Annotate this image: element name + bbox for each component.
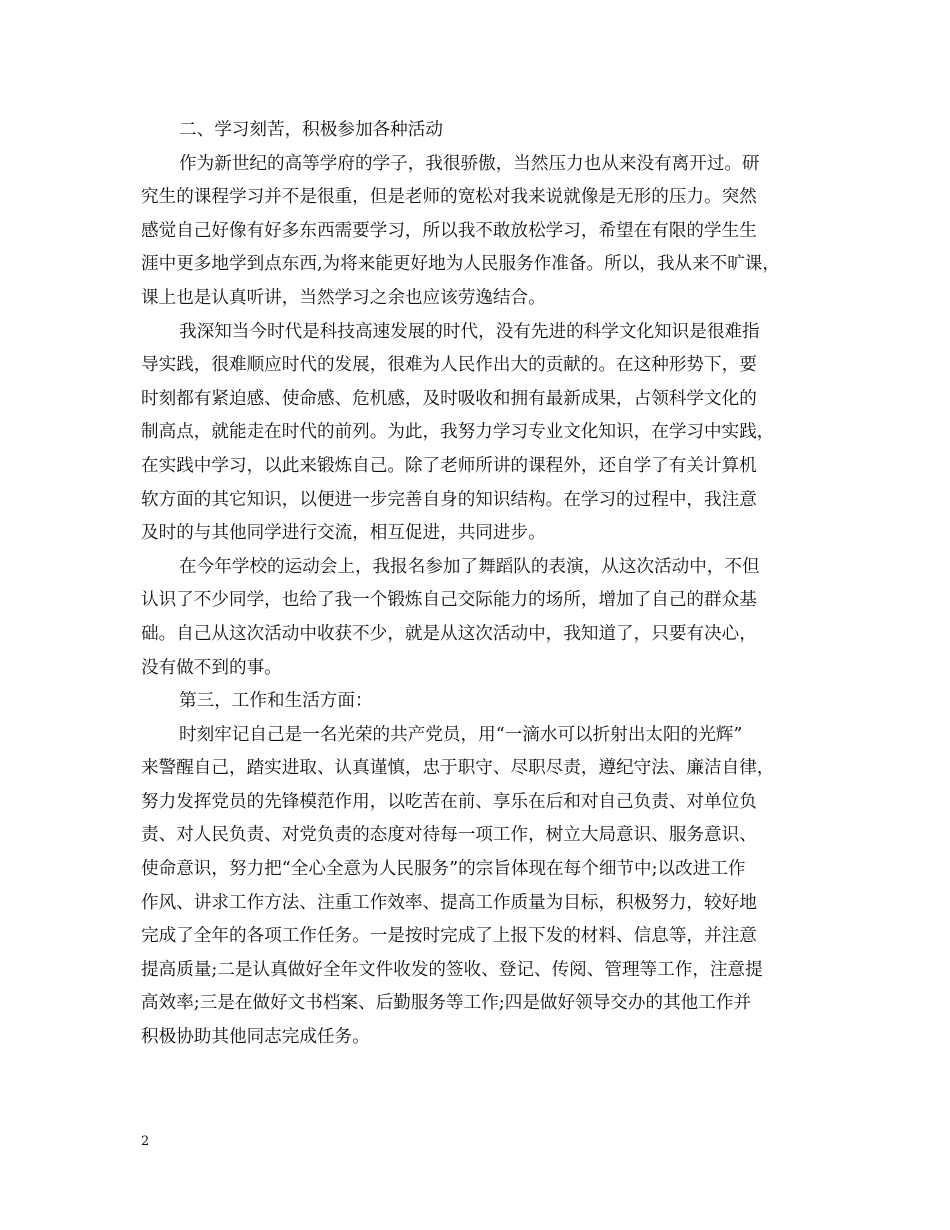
paragraph-line: 认识了不少同学，也给了我一个锻炼自己交际能力的场所，增加了自己的群众基 (141, 590, 757, 611)
paragraph-line: 究生的课程学习并不是很重，但是老师的宽松对我来说就像是无形的压力。突然 (141, 187, 757, 208)
paragraph-line: 责、对人民负责、对党负责的态度对待每一项工作，树立大局意识、服务意识、 (141, 825, 757, 846)
page-number: 2 (141, 1134, 150, 1149)
paragraph-line: 软方面的其它知识，以便进一步完善自身的知识结构。在学习的过程中，我注意 (141, 489, 757, 510)
paragraph-line: 时刻牢记自己是一名光荣的共产党员，用“一滴水可以折射出太阳的光辉” (179, 724, 743, 745)
paragraph-line: 在实践中学习，以此来锻炼自己。除了老师所讲的课程外，还自学了有关计算机 (141, 455, 757, 476)
paragraph-line: 使命意识，努力把“全心全意为人民服务”的宗旨体现在每个细节中;以改进工作 (141, 859, 746, 880)
paragraph-line: 积极协助其他同志完成任务。 (141, 1027, 370, 1048)
paragraph-line: 提高质量;二是认真做好全年文件收发的签收、登记、传阅、管理等工作，注意提 (141, 959, 763, 980)
paragraph (141, 316, 823, 551)
document-body (141, 114, 823, 1055)
section-heading: 第三，工作和生活方面： (179, 691, 373, 712)
paragraph (141, 148, 823, 316)
paragraph-line: 感觉自己好像有好多东西需要学习，所以我不敢放松学习，希望在有限的学生生 (141, 220, 757, 241)
paragraph-line: 高效率;三是在做好文书档案、后勤服务等工作;四是做好领导交办的其他工作并 (141, 993, 752, 1014)
paragraph-line: 制高点，就能走在时代的前列。为此，我努力学习专业文化知识，在学习中实践， (141, 422, 775, 443)
paragraph-line: 时刻都有紧迫感、使命感、危机感，及时吸收和拥有最新成果，占领科学文化的 (141, 388, 757, 409)
paragraph-line: 作风、讲求工作方法、注重工作效率、提高工作质量为目标，积极努力，较好地 (141, 892, 757, 913)
paragraph (141, 551, 823, 685)
paragraph-line: 在今年学校的运动会上，我报名参加了舞蹈队的表演，从这次活动中，不但 (179, 556, 760, 577)
paragraph-line: 我深知当今时代是科技高速发展的时代，没有先进的科学文化知识是很难指 (179, 321, 760, 342)
paragraph-line: 来警醒自己，踏实进取、认真谨慎，忠于职守、尽职尽责，遵纪守法、廉洁自律， (141, 758, 775, 779)
paragraph-line: 作为新世纪的高等学府的学子，我很骄傲，当然压力也从来没有离开过。研 (179, 153, 760, 174)
paragraph-line: 导实践，很难顺应时代的发展，很难为人民作出大的贡献的。在这种形势下，要 (141, 355, 757, 376)
paragraph-line: 涯中更多地学到点东西,为将来能更好地为人民服务作准备。所以，我从来不旷课， (141, 254, 780, 275)
paragraph-line: 没有做不到的事。 (141, 657, 282, 678)
paragraph-line: 努力发挥党员的先锋模范作用，以吃苦在前、享乐在后和对自己负责、对单位负 (141, 791, 757, 812)
paragraph-line: 课上也是认真听讲，当然学习之余也应该劳逸结合。 (141, 287, 546, 308)
paragraph (141, 719, 823, 1055)
paragraph-line: 完成了全年的各项工作任务。一是按时完成了上报下发的材料、信息等，并注意 (141, 926, 757, 947)
paragraph-line: 及时的与其他同学进行交流，相互促进，共同进步。 (141, 523, 546, 544)
paragraph-line: 础。自己从这次活动中收获不少，就是从这次活动中，我知道了，只要有决心， (141, 623, 757, 644)
section-heading: 二、学习刻苦，积极参加各种活动 (179, 120, 443, 140)
